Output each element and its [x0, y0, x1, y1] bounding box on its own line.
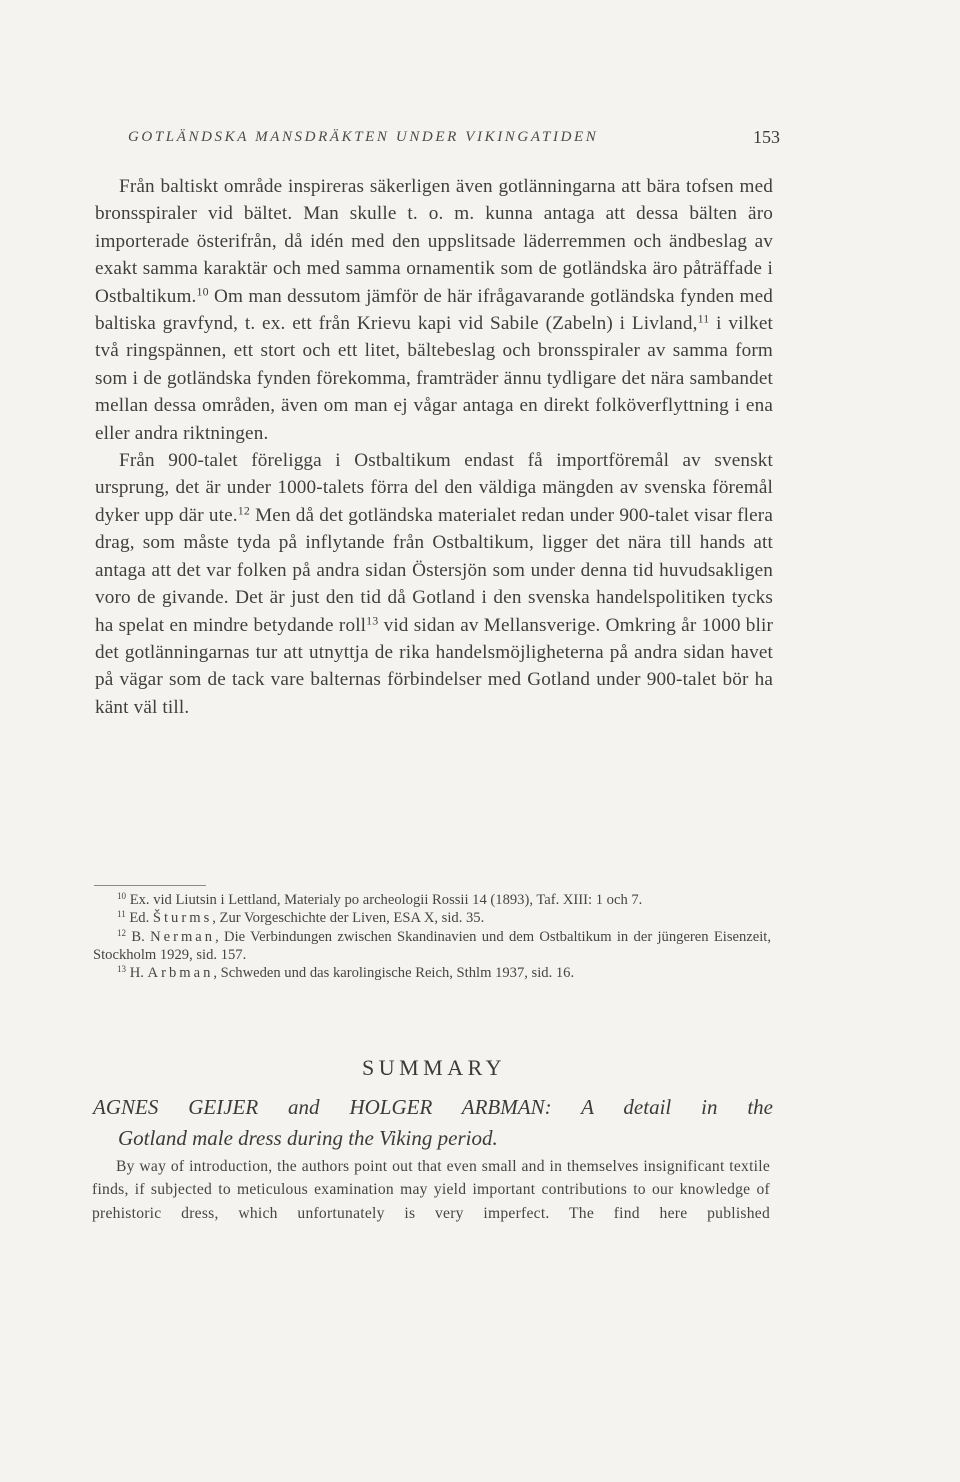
summary-title-line-2: Gotland male dress during the Viking period. — [118, 1126, 498, 1150]
footnote-author: Arbman — [147, 965, 214, 982]
running-head — [128, 125, 780, 151]
body-text — [95, 173, 773, 721]
summary-heading: SUMMARY — [362, 1055, 506, 1080]
footnotes — [93, 891, 771, 982]
footnote-12 — [93, 928, 771, 965]
paragraph-1 — [95, 173, 773, 447]
footnote-ref-10: 10 — [196, 284, 209, 299]
summary-body — [92, 1155, 770, 1225]
footnote-number: 11 — [117, 909, 126, 920]
footnote-text: , Die Verbindungen zwischen Skandinavien und dem Ostbaltikum in der jüngeren Eisenzeit, Stockholm 1929, sid. 157. — [93, 928, 772, 963]
summary-title — [93, 1092, 773, 1154]
paragraph-2-text-b: Men då det gotländska materialet redan under 900-talet visar flera drag, som måste tyda på inflytande från Ostbaltikum, ligger det nära till hands att antaga att det var folken på andra sidan Östersjön som under denna tid huvudsakligen voro de givande. Det är just den tid då Gotland i den svenska handelspolitiken tycks ha spelat en mindre betydande roll — [95, 504, 774, 636]
running-title: GOTLÄNDSKA MANSDRÄKTEN UNDER VIKINGATIDEN — [128, 129, 599, 145]
footnote-text: , Schweden und das karolingische Reich, Sthlm 1937, sid. 16. — [213, 965, 575, 982]
summary-title-line-1: AGNES GEIJER and HOLGER ARBMAN: A detail in the — [93, 1095, 773, 1119]
summary-paragraph: By way of introduction, the authors point out that even small and in themselves insignificant textile finds, if subjected to meticulous examination may yield important contributions to our knowledge of prehistoric dress, which unfortunately is very imperfect. The find here published — [92, 1158, 770, 1222]
footnote-divider — [94, 885, 206, 886]
footnote-11 — [93, 909, 771, 927]
footnote-text: B. — [126, 928, 151, 945]
footnote-text: , Zur Vorgeschichte der Liven, ESA X, sid. 35. — [212, 910, 485, 927]
page-number: 153 — [753, 127, 780, 147]
footnote-10 — [93, 891, 771, 909]
footnote-text: H. — [126, 965, 148, 982]
footnote-number: 10 — [117, 891, 127, 902]
paragraph-2-text-a: Från 900-talet föreligga i Ostbaltikum endast få importföremål av svenskt ursprung, det är under 1000-talets förra del den väldiga mängden av svenska föremål dyker upp där ute. — [95, 450, 773, 526]
footnote-text: Ex. vid Liutsin i Lettland, Materialy po archeologii Rossii 14 (1893), Taf. XIII: 1 och 7. — [126, 892, 643, 908]
footnote-ref-11: 11 — [697, 311, 710, 326]
paragraph-2 — [95, 447, 773, 721]
footnote-author: Šturms — [152, 910, 213, 927]
footnote-ref-13: 13 — [366, 612, 379, 627]
paragraph-1-text-c: i vilket två ringspännen, ett stort och ett litet, bältebeslag och bronsspiraler av samma form som i de gotländska fynden förekomma, framträder ännu tydligare det nära sambandet mellan dessa områden, även om man ej vågar antaga en direkt folköverflyttning i ena eller andra riktningen. — [95, 313, 773, 444]
footnote-ref-12: 12 — [237, 503, 250, 518]
footnote-number: 12 — [117, 927, 127, 938]
footnote-number: 13 — [117, 964, 127, 975]
paragraph-2-text-c: vid sidan av Mellansverige. Omkring år 1000 blir det gotlänningarnas tur att utnyttja de rika handelsmöjligheterna på andra sidan havet på vägar som de tack vare balternas förbindelser med Gotland under 900-talet bör ha känt väl till. — [95, 614, 774, 718]
footnote-13 — [93, 964, 771, 982]
footnote-text: Ed. — [125, 910, 153, 927]
footnote-author: Nerman — [150, 928, 216, 945]
paragraph-1-text-b: Om man dessutom jämför de här ifrågavarande gotländska fynden med baltiska gravfynd, t. ex. ett från Krievu kapi vid Sabile (Zabeln) i Livland, — [95, 285, 773, 335]
paragraph-1-text-a: Från baltiskt område inspireras säkerligen även gotlänningarna att bära tofsen med bronsspiraler vid bältet. Man skulle t. o. m. kunna antaga att dessa bälten äro importerade österifrån, då idén med den uppslitsade läderremmen och ändbeslag av exakt samma karaktär och med samma ornamentik som de gotländska äro påträffade i Ostbaltikum. — [95, 176, 773, 307]
